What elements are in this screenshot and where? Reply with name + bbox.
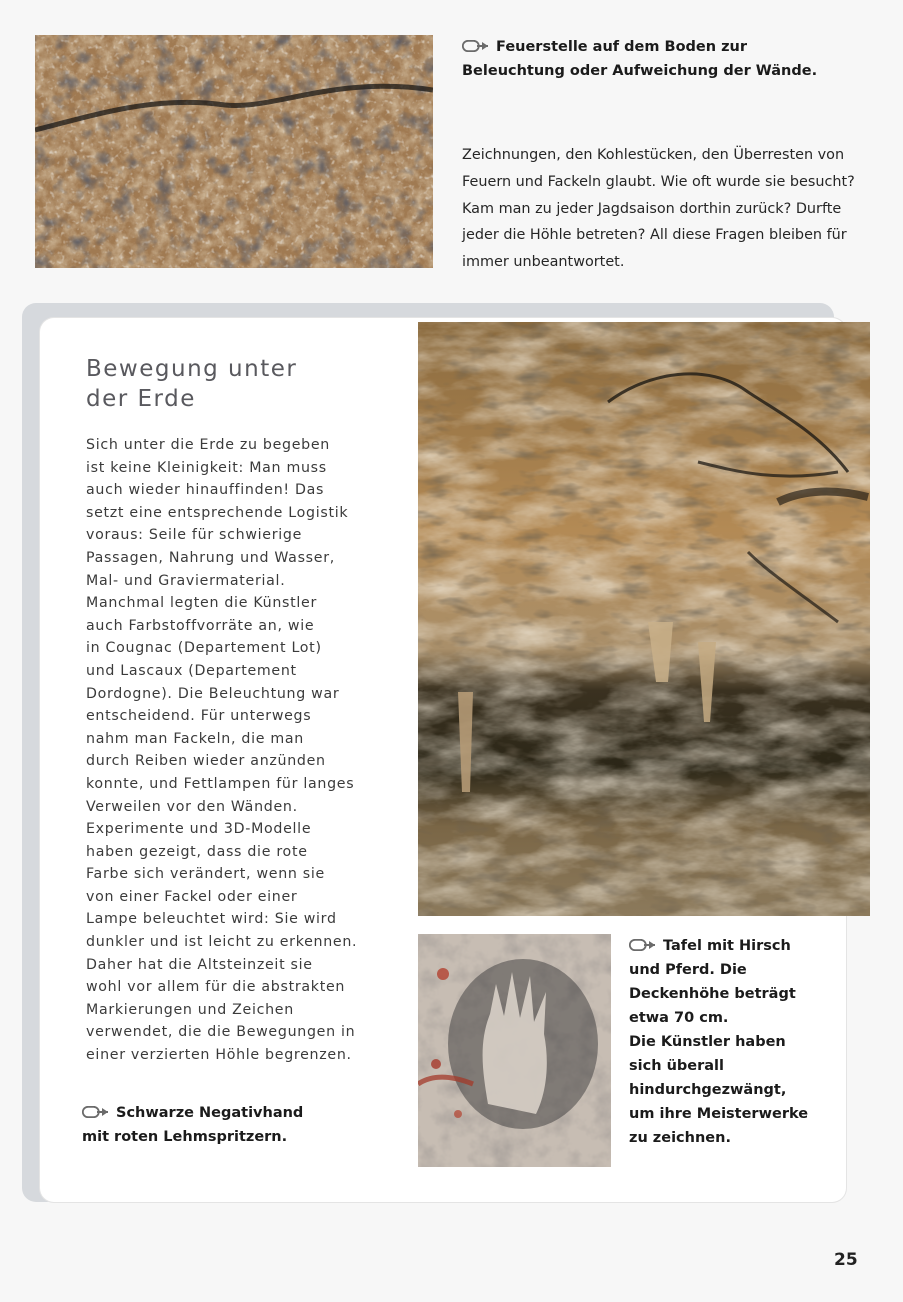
fireplace-caption (462, 35, 817, 83)
text-line: in Cougnac (Departement Lot) (86, 640, 322, 657)
pointer-arrow-icon (629, 939, 655, 951)
caption-line: hindurchgezwängt, (629, 1082, 787, 1098)
text-line: Farbe sich verändert, wenn sie (86, 866, 325, 883)
text-line: von einer Fackel oder einer (86, 888, 298, 905)
heading-line: Bewegung unter (86, 356, 298, 382)
text-line: dunkler und ist leicht zu erkennen. (86, 934, 358, 951)
text-line: setzt eine entsprechende Logistik (86, 504, 349, 521)
fireplace-photo (35, 35, 433, 268)
text-line: Manchmal legten die Künstler (86, 595, 317, 612)
tafel-caption (629, 934, 808, 1150)
text-line: auch Farbstoffvorräte an, wie (86, 617, 315, 634)
caption-line: zu zeichnen. (629, 1130, 731, 1146)
text-line: immer unbeantwortet. (462, 254, 625, 271)
caption-line: sich überall (629, 1058, 724, 1074)
text-line: Mal- und Graviermaterial. (86, 572, 286, 589)
caption-line: Die Künstler haben (629, 1034, 786, 1050)
text-line: Markierungen und Zeichen (86, 1001, 294, 1018)
heading-line: der Erde (86, 386, 196, 412)
text-line: Kam man zu jeder Jagdsaison dorthin zurück? Durfte (462, 200, 842, 217)
text-line: nahm man Fackeln, die man (86, 730, 304, 747)
caption-line: Tafel mit Hirsch (663, 938, 791, 954)
box-text (86, 434, 357, 1067)
negative-hand-photo (418, 934, 611, 1167)
text-line: voraus: Seile für schwierige (86, 527, 303, 544)
box-heading (86, 354, 297, 414)
caption-line: um ihre Meisterwerke (629, 1106, 809, 1122)
cave-ceiling-photo (418, 322, 870, 916)
text-line: konnte, und Fettlampen für langes (86, 775, 355, 792)
text-line: Passagen, Nahrung und Wasser, (86, 549, 335, 566)
text-line: wohl vor allem für die abstrakten (86, 979, 346, 996)
text-line: Verweilen vor den Wänden. (86, 798, 298, 815)
pointer-arrow-icon (462, 40, 488, 52)
text-line: Dordogne). Die Beleuchtung war (86, 685, 340, 702)
text-line: durch Reiben wieder anzünden (86, 753, 326, 770)
caption-line: Beleuchtung oder Aufweichung der Wände. (462, 63, 818, 79)
text-line: Feuern und Fackeln glaubt. Wie oft wurde sie besucht? (462, 173, 855, 190)
text-line: Daher hat die Altsteinzeit sie (86, 956, 313, 973)
pointer-arrow-icon (82, 1106, 108, 1118)
caption-line: und Pferd. Die (629, 962, 747, 978)
hand-caption (82, 1101, 303, 1149)
caption-line: Deckenhöhe beträgt (629, 986, 796, 1002)
text-line: entscheidend. Für unterwegs (86, 708, 312, 725)
text-line: Lampe beleuchtet wird: Sie wird (86, 911, 337, 928)
page-number: 25 (834, 1250, 858, 1270)
caption-line: mit roten Lehmspritzern. (82, 1129, 288, 1145)
text-line: haben gezeigt, dass die rote (86, 843, 308, 860)
text-line: jeder die Höhle betreten? All diese Fragen bleiben für (462, 227, 847, 244)
text-line: einer verzierten Höhle begrenzen. (86, 1047, 352, 1064)
text-line: verwendet, die die Bewegungen in (86, 1024, 356, 1041)
text-line: Zeichnungen, den Kohlestücken, den Überresten von (462, 147, 845, 163)
text-line: ist keine Kleinigkeit: Man muss (86, 459, 327, 476)
text-line: auch wieder hinauffinden! Das (86, 482, 325, 499)
text-line: Experimente und 3D-Modelle (86, 821, 312, 838)
body-text (462, 142, 855, 276)
caption-line: Schwarze Negativhand (116, 1105, 304, 1121)
caption-line: Feuerstelle auf dem Boden zur (496, 39, 748, 55)
caption-line: etwa 70 cm. (629, 1010, 729, 1026)
text-line: Sich unter die Erde zu begeben (86, 437, 330, 453)
text-line: und Lascaux (Departement (86, 662, 297, 679)
